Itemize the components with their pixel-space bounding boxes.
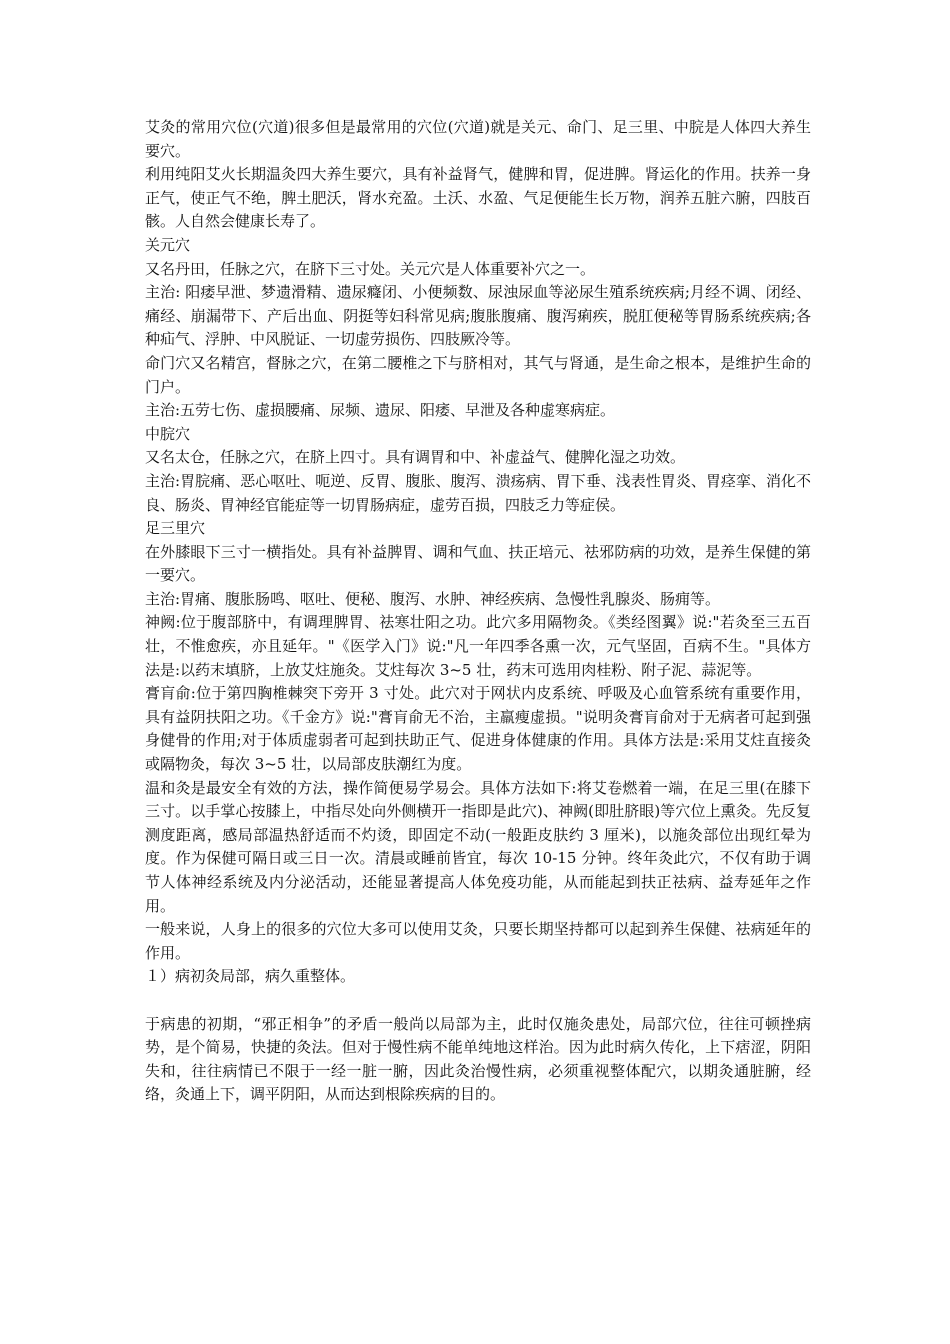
document-page	[145, 116, 811, 1107]
paragraph-mingmen: 命门穴又名精宫，督脉之穴，在第二腰椎之下与脐相对，其气与肾通，是生命之根本，是维护生命的门户。	[145, 353, 811, 396]
paragraph-mild-moxibustion: 温和灸是最安全有效的方法，操作简便易学易会。具体方法如下:将艾卷燃着一端，在足三里(在膝下三寸。以手掌心按膝上，中指尽处向外侧横开一指即是此穴)、神阙(即肚脐眼)等穴位上熏灸。先反复测度距离，感局部温热舒适而不灼烫，即固定不动(一般距皮肤约 3 厘米)，以施灸部位出现红晕为度。作为保健可隔日或三日一次。清晨或睡前皆宜，每次 10-15 分钟。终年灸此穴，不仅有助于调节人体神经系统及内分泌活动，还能显著提高人体免疫功能，从而能起到扶正祛病、益寿延年之作用。	[145, 778, 811, 915]
blank-line	[145, 989, 811, 1013]
paragraph-zhongwan-indications: 主治:胃脘痛、恶心呕吐、呃逆、反胃、腹胀、腹泻、溃疡病、胃下垂、浅表性胃炎、胃痉挛、消化不良、肠炎、胃神经官能症等一切胃肠病症，虚劳百损，四肢乏力等症侯。	[145, 471, 811, 514]
paragraph-zusanli-indications: 主治:胃痛、腹胀肠鸣、呕吐、便秘、腹泻、水肿、神经疾病、急慢性乳腺炎、肠痈等。	[145, 589, 721, 608]
paragraph-zhongwan-location: 又名太仓，任脉之穴，在脐上四寸。具有调胃和中、补虚益气、健脾化湿之功效。	[145, 448, 686, 467]
heading-zusanli: 足三里穴	[145, 519, 206, 538]
paragraph-zusanli-location: 在外膝眼下三寸一横指处。具有补益脾胃、调和气血、扶正培元、祛邪防病的功效，是养生保健的第一要穴。	[145, 542, 811, 585]
paragraph-intro: 艾灸的常用穴位(穴道)很多但是最常用的穴位(穴道)就是关元、命门、足三里、中脘是人体四大养生要穴。	[145, 118, 811, 160]
paragraph-principle-1: １）病初灸局部，病久重整体。	[145, 967, 356, 986]
paragraph-mingmen-indications: 主治:五劳七伤、虚损腰痛、尿频、遗尿、阳痿、早泄及各种虚寒病症。	[145, 401, 616, 420]
heading-zhongwan: 中脘穴	[145, 424, 191, 443]
paragraph-shenque: 神阙:位于腹部脐中，有调理脾胃、祛寒壮阳之功。此穴多用隔物灸。《类经图翼》说:"若灸至三五百壮，不惟愈疾，亦且延年。"《医学入门》说:"凡一年四季各熏一次，元气坚固，百病不生。"具体方法是:以药末填脐，上放艾炷施灸。艾炷每次 3~5 壮，药末可选用肉桂粉、附子泥、蒜泥等。	[145, 613, 811, 679]
paragraph-general: 一般来说，人身上的很多的穴位大多可以使用艾灸，只要长期坚持都可以起到养生保健、祛病延年的作用。	[145, 920, 811, 962]
paragraph-guanyuan-location: 又名丹田，任脉之穴，在脐下三寸处。关元穴是人体重要补穴之一。	[145, 259, 596, 278]
heading-guanyuan: 关元穴	[145, 235, 191, 254]
paragraph-chronic-disease: 于病患的初期，“邪正相争”的矛盾一般尚以局部为主，此时仅施灸患处，局部穴位，往往可顿挫病势，是个简易，快捷的灸法。但对于慢性病不能单纯地这样治。因为此时病久传化，上下痞涩，阴阳失和，往往病情已不限于一经一脏一腑，因此灸治慢性病，必须重视整体配穴，以期灸通脏腑，经络，灸通上下，调平阴阳，从而达到根除疾病的目的。	[145, 1014, 811, 1104]
paragraph-benefits: 利用纯阳艾火长期温灸四大养生要穴，具有补益肾气，健脾和胃，促进脾。肾运化的作用。扶养一身正气，使正气不绝，脾土肥沃，肾水充盈。土沃、水盈、气足便能生长万物，润养五脏六腑，四肢百骸。人自然会健康长寿了。	[145, 165, 811, 231]
paragraph-gaohuangshu: 膏肓俞:位于第四胸椎棘突下旁开 3 寸处。此穴对于网状内皮系统、呼吸及心血管系统有重要作用，具有益阴扶阳之功。《千金方》说:"膏肓俞无不治，主羸瘦虚损。"说明灸膏肓俞对于无病者可起到强身健骨的作用;对于体质虚弱者可起到扶助正气、促进身体健康的作用。具体方法是:采用艾炷直接灸或隔物灸，每次 3~5 壮，以局部皮肤潮红为度。	[145, 684, 811, 774]
paragraph-guanyuan-indications: 主治: 阳痿早泄、梦遗滑精、遗尿癃闭、小便频数、尿浊尿血等泌尿生殖系统疾病;月经不调、闭经、痛经、崩漏带下、产后出血、阴挺等妇科常见病;腹胀腹痛、腹泻痢疾，脱肛便秘等胃肠系统疾病;各种疝气、浮肿、中风脱证、一切虚劳损伤、四肢厥冷等。	[145, 283, 811, 349]
